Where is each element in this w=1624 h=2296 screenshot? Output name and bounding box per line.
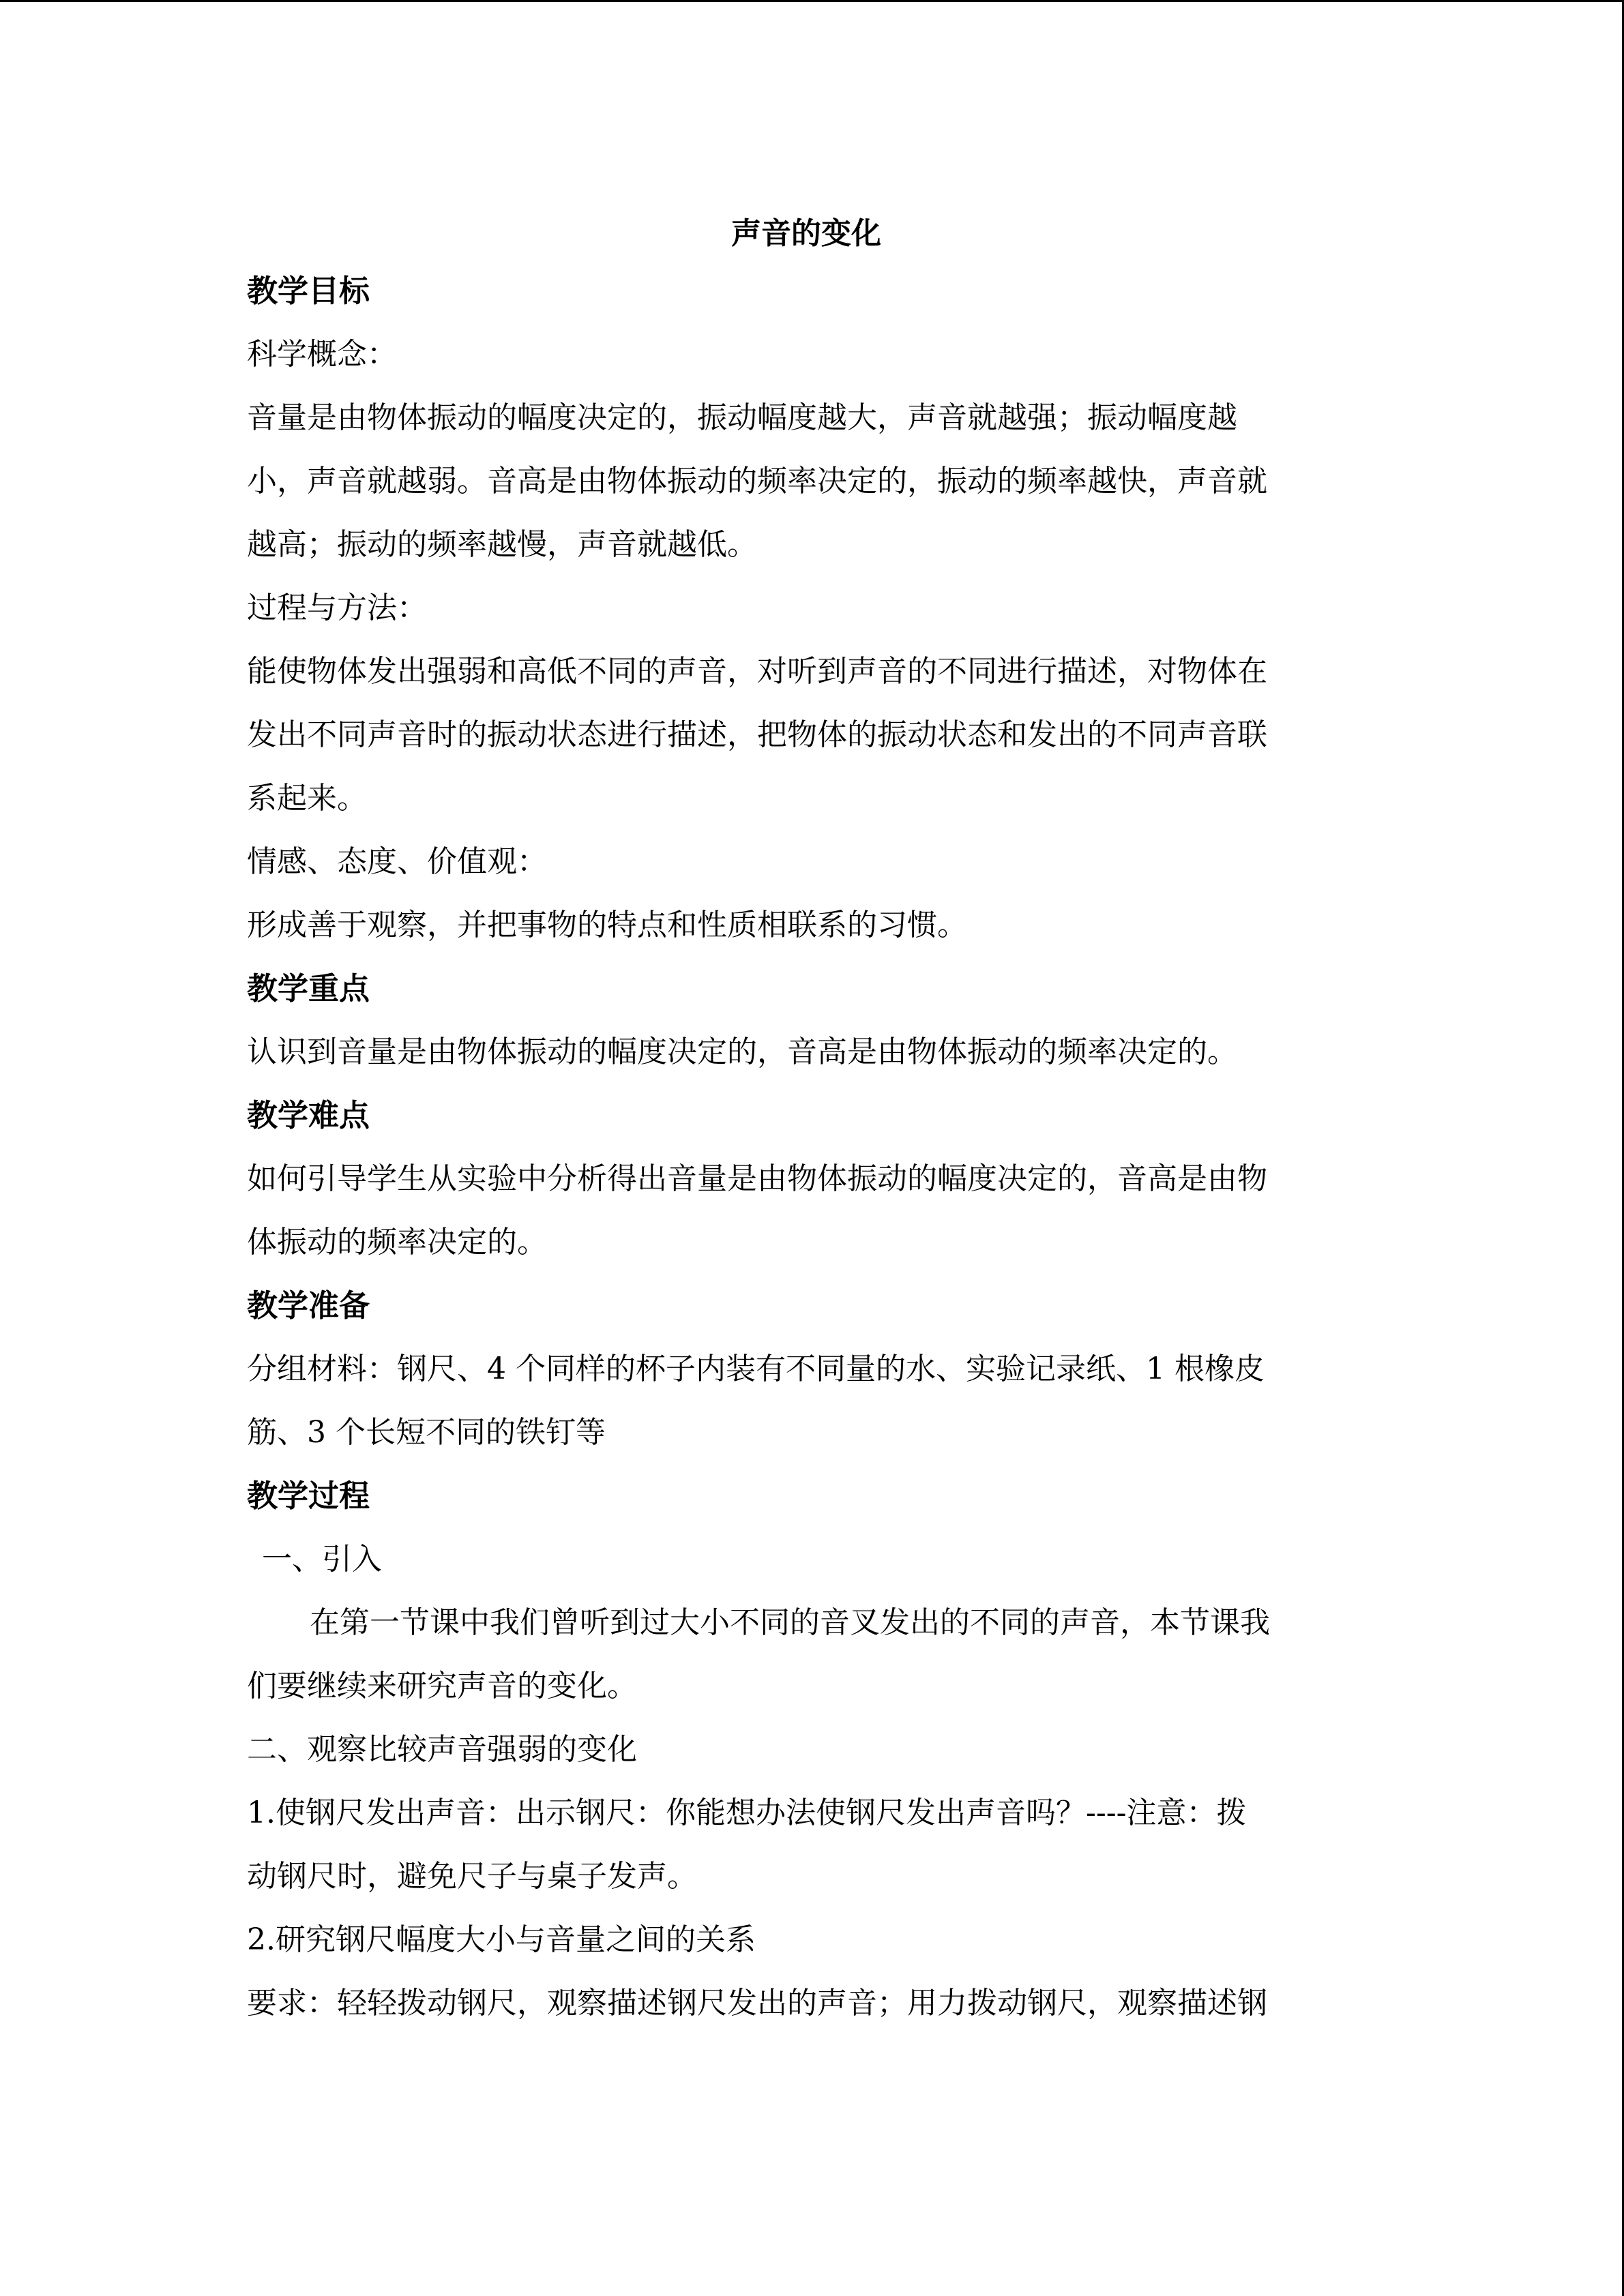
text-line: 系起来。 — [247, 781, 367, 816]
section-heading: 教学重点 — [247, 970, 370, 1007]
section-heading: 教学准备 — [247, 1287, 370, 1324]
document-lines — [247, 259, 1365, 2035]
text-line: 2.研究钢尺幅度大小与音量之间的关系 — [247, 1922, 756, 1957]
text-line: 分组材料：钢尺、4 个同样的杯子内装有不同量的水、实验记录纸、1 根橡皮 — [247, 1352, 1265, 1386]
section-heading: 教学难点 — [247, 1097, 370, 1133]
text-line: 形成善于观察，并把事物的特点和性质相联系的习惯。 — [247, 908, 967, 942]
text-line: 能使物体发出强弱和高低不同的声音，对听到声音的不同进行描述，对物体在 — [247, 654, 1267, 689]
text-line: 在第一节课中我们曾听到过大小不同的音叉发出的不同的声音，本节课我 — [310, 1605, 1270, 1640]
text-line: 要求：轻轻拨动钢尺，观察描述钢尺发出的声音；用力拨动钢尺，观察描述钢 — [247, 1986, 1267, 2021]
text-line: 发出不同声音时的振动状态进行描述，把物体的振动状态和发出的不同声音联 — [247, 717, 1267, 752]
document-title: 声音的变化 — [731, 216, 881, 251]
text-line: 1.使钢尺发出声音：出示钢尺：你能想办法使钢尺发出声音吗？----注意：拨 — [247, 1795, 1247, 1830]
section-heading: 教学目标 — [247, 273, 370, 309]
text-line: 如何引导学生从实验中分析得出音量是由物体振动的幅度决定的，音高是由物 — [247, 1161, 1267, 1196]
text-line: 体振动的频率决定的。 — [247, 1225, 547, 1259]
text-line: 动钢尺时，避免尺子与桌子发声。 — [247, 1859, 697, 1894]
text-line: 科学概念： — [247, 337, 397, 372]
document-body — [247, 205, 1365, 2035]
page-border-top — [0, 0, 1624, 2]
text-line: 过程与方法： — [247, 591, 427, 625]
text-line: 认识到音量是由物体振动的幅度决定的，音高是由物体振动的频率决定的。 — [247, 1034, 1237, 1069]
section-heading: 教学过程 — [247, 1478, 370, 1514]
text-line: 越高；振动的频率越慢，声音就越低。 — [247, 527, 757, 562]
text-line: 小，声音就越弱。音高是由物体振动的频率决定的，振动的频率越快，声音就 — [247, 464, 1267, 498]
text-line: 们要继续来研究声音的变化。 — [247, 1669, 637, 1703]
text-line: 二、观察比较声音强弱的变化 — [247, 1732, 637, 1767]
text-line: 筋、3 个长短不同的铁钉等 — [247, 1415, 606, 1450]
text-line: 一、引入 — [262, 1542, 382, 1577]
text-line: 音量是由物体振动的幅度决定的，振动幅度越大，声音就越强；振动幅度越 — [247, 400, 1237, 435]
text-line: 情感、态度、价值观： — [247, 844, 547, 879]
